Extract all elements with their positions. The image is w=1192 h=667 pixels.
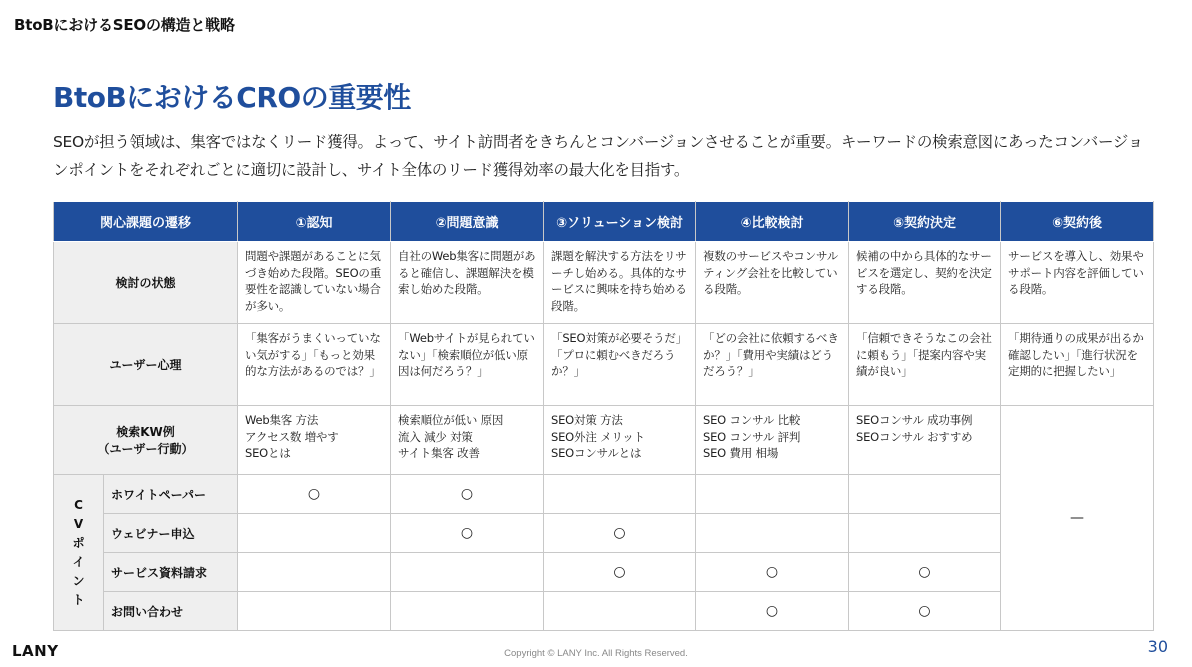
status-cell-1: 問題や課題があることに気づき始めた段階。SEOの重要性を認識していない場合が多い。 [238,242,391,324]
cv-label-contact: お問い合わせ [104,592,238,631]
keywords-cell-3 [544,406,696,475]
cv-mark [391,592,544,631]
psychology-cell-4: 「どの会社に依頼するべきか？」「費用や実績はどうだろう？」 [696,324,849,406]
keyword-2-2: 流入 減少 対策 [398,429,473,444]
after-contract-dash: — [1001,406,1154,631]
keyword-2-1: 検索順位が低い 原因 [398,413,504,427]
cv-mark [849,475,1001,514]
header-stage-2: ②問題意識 [391,202,544,242]
row-head-status: 検討の状態 [54,242,238,324]
header-stage-6: ⑥契約後 [1001,202,1154,242]
table-row-psychology [54,324,1154,406]
status-cell-4: 複数のサービスやコンサルティング会社を比較している段階。 [696,242,849,324]
cv-mark [238,553,391,592]
table-row-cv-whitepaper [54,475,1154,514]
keyword-4-3: SEO 費用 相場 [703,446,779,460]
keyword-4-1: SEO コンサル 比較 [703,413,801,427]
status-cell-6: サービスを導入し、効果やサポート内容を評価している段階。 [1001,242,1154,324]
lany-logo: LANY [12,642,59,660]
cro-table [53,201,1154,631]
keyword-3-1: SEO対策 方法 [551,413,623,427]
keyword-3-2: SEO外注 メリット [551,429,645,444]
psychology-cell-6: 「期待通りの成果が出るか確認したい」「進行状況を定期的に把握したい」 [1001,324,1154,406]
header-stage-3: ③ソリューション検討 [544,202,696,242]
cv-label-char: ポ [72,535,85,550]
keywords-cell-4 [696,406,849,475]
cv-mark [849,514,1001,553]
cv-label-char: イ [72,554,85,569]
header-corner: 関心課題の遷移 [54,202,238,242]
table-header-row [54,202,1154,242]
row-head-keywords [54,406,238,475]
keyword-2-3: サイト集客 改善 [398,446,480,460]
keyword-5-1: SEOコンサル 成功事例 [856,413,973,427]
keyword-1-2: アクセス数 増やす [245,429,339,444]
row-head-keywords-line2: （ユーザー行動） [97,442,194,456]
cv-mark [544,475,696,514]
cv-mark [238,514,391,553]
cv-mark: ○ [696,553,849,592]
header-stage-1: ①認知 [238,202,391,242]
cv-label-char: V [73,516,84,531]
cv-mark [238,592,391,631]
cv-label-document-request: サービス資料請求 [104,553,238,592]
cv-mark: ○ [849,553,1001,592]
cv-label-char: ン [72,573,85,588]
header-stage-4: ④比較検討 [696,202,849,242]
keywords-cell-1 [238,406,391,475]
table-row-status [54,242,1154,324]
cv-mark: ○ [696,592,849,631]
row-head-keywords-line1: 検索KW例 [116,425,175,439]
header-stage-5: ⑤契約決定 [849,202,1001,242]
status-cell-3: 課題を解決する方法をリサーチし始める。具体的なサービスに興味を持ち始める段階。 [544,242,696,324]
keywords-cell-5 [849,406,1001,475]
keywords-cell-2 [391,406,544,475]
cv-label-char: C [74,497,83,512]
cv-mark [391,553,544,592]
page-number: 30 [1147,637,1168,656]
keyword-5-2: SEOコンサル おすすめ [856,429,973,444]
cv-mark: ○ [391,475,544,514]
keyword-1-3: SEOとは [245,446,291,460]
table-row-keywords [54,406,1154,475]
cv-mark: ○ [544,514,696,553]
cv-mark: ○ [238,475,391,514]
status-cell-5: 候補の中から具体的なサービスを選定し、契約を決定する段階。 [849,242,1001,324]
cv-mark [696,514,849,553]
psychology-cell-3: 「SEO対策が必要そうだ」「プロに頼むべきだろうか？」 [544,324,696,406]
cv-mark [696,475,849,514]
cv-label-webinar: ウェビナー申込 [104,514,238,553]
cv-mark: ○ [849,592,1001,631]
row-head-psychology: ユーザー心理 [54,324,238,406]
keyword-1-1: Web集客 方法 [245,413,319,427]
status-cell-2: 自社のWeb集客に問題があると確信し、課題解決を模索し始めた段階。 [391,242,544,324]
keyword-3-3: SEOコンサルとは [551,446,642,460]
keyword-4-2: SEO コンサル 評判 [703,429,801,444]
psychology-cell-2: 「Webサイトが見られていない」「検索順位が低い原因は何だろう？」 [391,324,544,406]
copyright: Copyright © LANY Inc. All Rights Reserved. [504,648,688,659]
cv-point-group-label [54,475,104,631]
cv-label-char: ト [72,592,85,607]
psychology-cell-1: 「集客がうまくいっていない気がする」「もっと効果的な方法があるのでは？」 [238,324,391,406]
section-title: BtoBにおけるSEOの構造と戦略 [14,16,235,34]
table-row-cv-webinar [54,514,1154,553]
table-row-cv-document [54,553,1154,592]
lead-paragraph: SEOが担う領域は、集客ではなくリード獲得。よって、サイト訪問者をきちんとコンバージョンさせることが重要。キーワードの検索意図にあったコンバージョンポイントをそれぞれごとに適切に設計し、サイト全体のリード獲得効率の最大化を目指す。 [53,133,1143,179]
table-row-cv-contact [54,592,1154,631]
cv-label-whitepaper: ホワイトペーパー [104,475,238,514]
page-title: BtoBにおけるCROの重要性 [53,81,411,114]
psychology-cell-5: 「信頼できそうなこの会社に頼もう」「提案内容や実績が良い」 [849,324,1001,406]
cv-mark: ○ [544,553,696,592]
cv-mark: ○ [391,514,544,553]
cv-mark [544,592,696,631]
